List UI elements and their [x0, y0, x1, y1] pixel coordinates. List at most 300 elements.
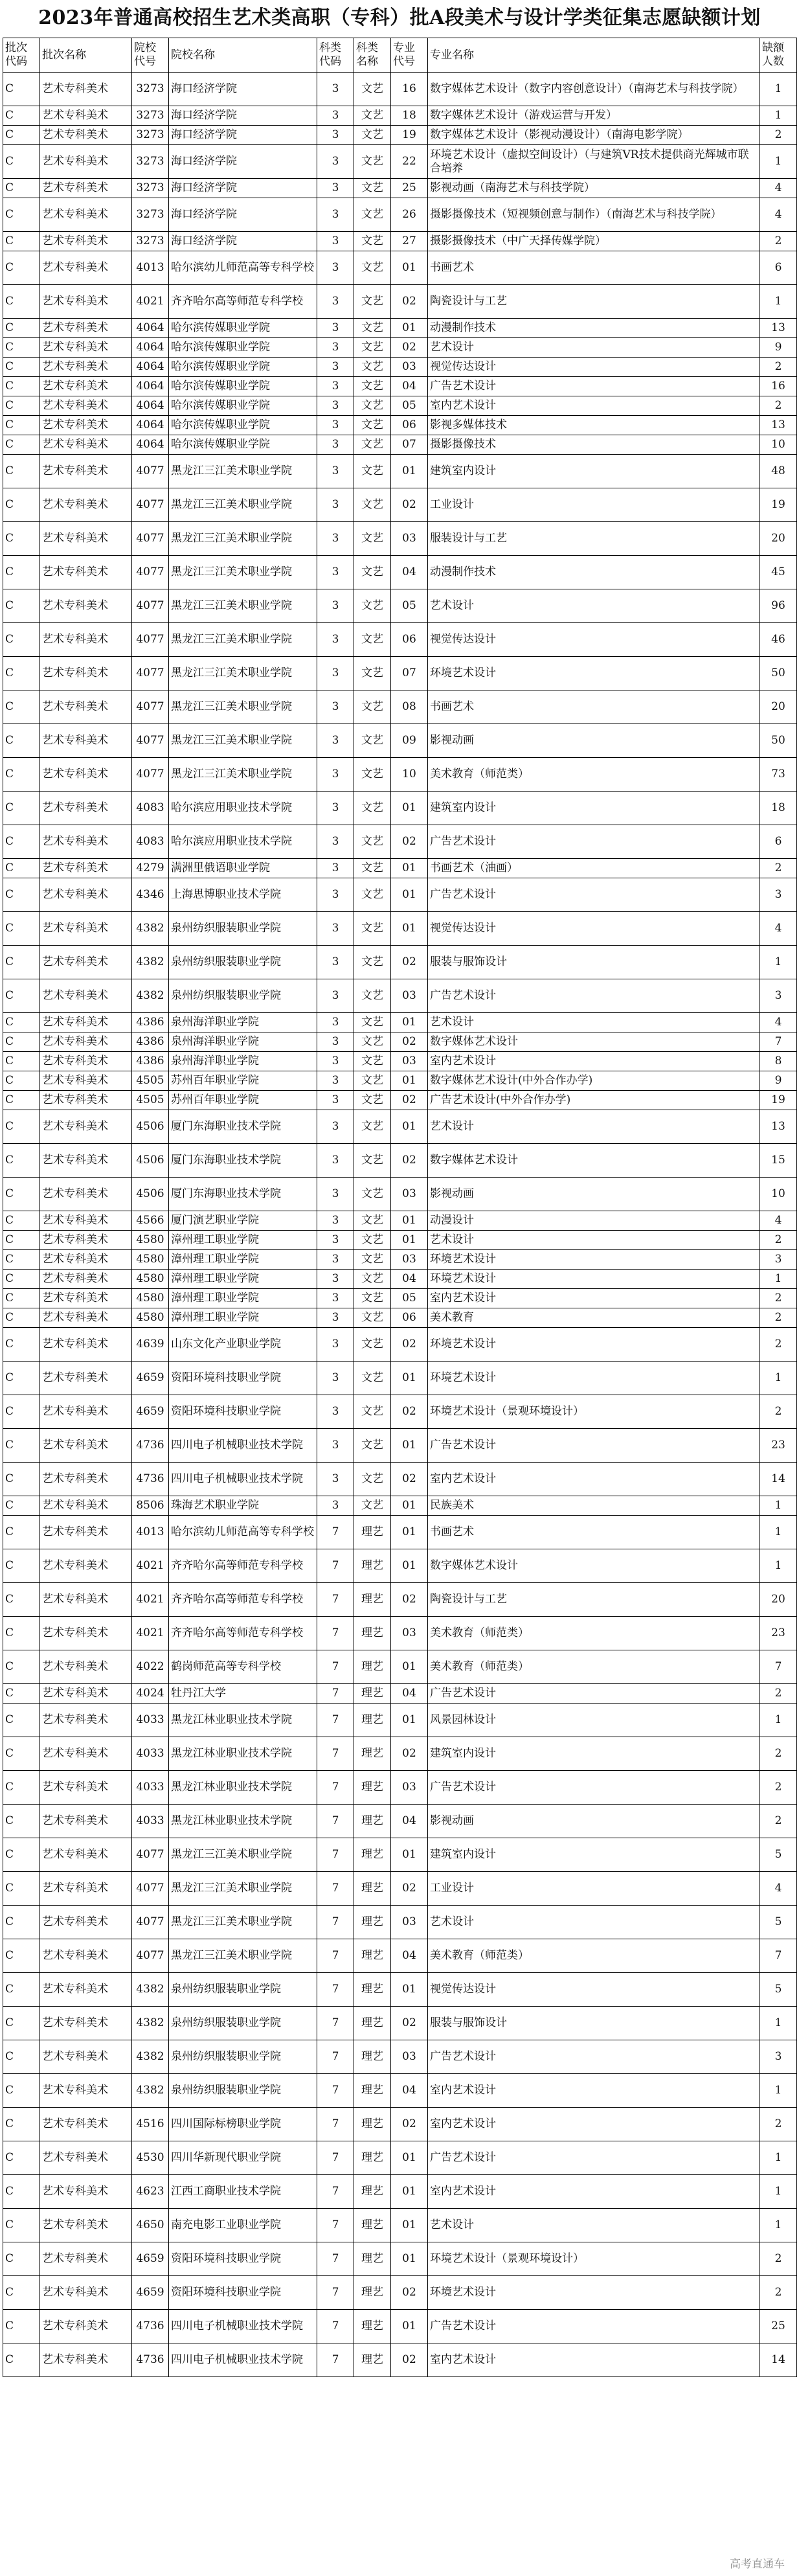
cell-batch-name: 艺术专科美术	[40, 455, 132, 488]
cell-subject-name: 理艺	[354, 2175, 391, 2209]
cell-subject-code: 3	[317, 1231, 354, 1250]
cell-vacancy-count: 4	[760, 1211, 797, 1231]
cell-subject-name: 理艺	[354, 1516, 391, 1549]
cell-batch-name: 艺术专科美术	[40, 1362, 132, 1395]
cell-school-code: 3273	[132, 126, 169, 145]
cell-batch-code: C	[3, 145, 40, 179]
cell-subject-code: 3	[317, 724, 354, 758]
cell-subject-code: 3	[317, 1144, 354, 1178]
cell-batch-code: C	[3, 1872, 40, 1906]
cell-school-name: 齐齐哈尔高等师范专科学校	[169, 1583, 317, 1617]
cell-batch-code: C	[3, 2175, 40, 2209]
cell-school-name: 黑龙江三江美术职业学院	[169, 1939, 317, 1973]
cell-major-name: 数字媒体艺术设计（游戏运营与开发）	[428, 106, 760, 126]
cell-major-code: 02	[391, 825, 428, 859]
cell-subject-code: 3	[317, 416, 354, 435]
cell-batch-code: C	[3, 1110, 40, 1144]
table-row	[3, 1906, 797, 1939]
cell-subject-name: 文艺	[354, 1032, 391, 1052]
cell-major-code: 02	[391, 2276, 428, 2310]
cell-school-code: 4580	[132, 1270, 169, 1289]
cell-batch-name: 艺术专科美术	[40, 792, 132, 825]
table-row	[3, 2074, 797, 2108]
cell-major-code: 06	[391, 623, 428, 657]
cell-batch-code: C	[3, 1463, 40, 1496]
cell-school-code: 4566	[132, 1211, 169, 1231]
cell-major-name: 书画艺术	[428, 690, 760, 724]
cell-school-code: 4077	[132, 623, 169, 657]
cell-subject-name: 理艺	[354, 1650, 391, 1684]
cell-subject-name: 文艺	[354, 825, 391, 859]
cell-major-code: 02	[391, 2343, 428, 2377]
cell-major-name: 广告艺术设计	[428, 1684, 760, 1704]
table-row	[3, 1013, 797, 1032]
cell-subject-code: 3	[317, 251, 354, 285]
cell-subject-name: 文艺	[354, 859, 391, 878]
table-row	[3, 232, 797, 251]
cell-vacancy-count: 1	[760, 2175, 797, 2209]
cell-batch-code: C	[3, 338, 40, 358]
cell-subject-code: 3	[317, 979, 354, 1013]
cell-subject-name: 文艺	[354, 251, 391, 285]
cell-batch-code: C	[3, 396, 40, 416]
cell-vacancy-count: 1	[760, 106, 797, 126]
cell-major-name: 环境艺术设计	[428, 2276, 760, 2310]
cell-batch-code: C	[3, 690, 40, 724]
cell-vacancy-count: 1	[760, 1516, 797, 1549]
cell-batch-code: C	[3, 2074, 40, 2108]
table-row	[3, 435, 797, 455]
cell-major-name: 艺术设计	[428, 1013, 760, 1032]
cell-batch-name: 艺术专科美术	[40, 319, 132, 338]
cell-subject-name: 文艺	[354, 126, 391, 145]
cell-subject-code: 7	[317, 1704, 354, 1737]
cell-school-name: 黑龙江三江美术职业学院	[169, 556, 317, 589]
table-row	[3, 1583, 797, 1617]
cell-subject-code: 7	[317, 1737, 354, 1771]
cell-batch-code: C	[3, 358, 40, 377]
cell-school-name: 泉州纺织服装职业学院	[169, 2007, 317, 2040]
cell-major-code: 01	[391, 2141, 428, 2175]
cell-school-code: 4064	[132, 377, 169, 396]
cell-school-code: 4505	[132, 1071, 169, 1091]
table-row	[3, 1052, 797, 1071]
cell-major-code: 01	[391, 1973, 428, 2007]
cell-vacancy-count: 5	[760, 1973, 797, 2007]
cell-batch-code: C	[3, 416, 40, 435]
cell-subject-code: 7	[317, 1805, 354, 1838]
cell-major-code: 01	[391, 1110, 428, 1144]
cell-batch-name: 艺术专科美术	[40, 979, 132, 1013]
cell-batch-code: C	[3, 2040, 40, 2074]
cell-subject-name: 文艺	[354, 589, 391, 623]
cell-school-code: 4279	[132, 859, 169, 878]
cell-school-code: 4013	[132, 1516, 169, 1549]
cell-school-code: 4077	[132, 1838, 169, 1872]
cell-subject-code: 7	[317, 2242, 354, 2276]
cell-vacancy-count: 2	[760, 2276, 797, 2310]
cell-subject-code: 3	[317, 455, 354, 488]
table-header-row	[3, 38, 797, 73]
cell-major-name: 影视动画	[428, 724, 760, 758]
table-row	[3, 2276, 797, 2310]
table-row	[3, 1289, 797, 1308]
watermark-text: 高考直通车	[730, 2558, 785, 2571]
cell-school-code: 4077	[132, 556, 169, 589]
table-row	[3, 1650, 797, 1684]
cell-major-name: 艺术设计	[428, 338, 760, 358]
cell-major-name: 数字媒体艺术设计	[428, 1032, 760, 1052]
table-row	[3, 1211, 797, 1231]
cell-subject-name: 理艺	[354, 1617, 391, 1650]
table-row	[3, 1805, 797, 1838]
cell-major-code: 01	[391, 1516, 428, 1549]
cell-school-code: 4346	[132, 878, 169, 912]
cell-vacancy-count: 50	[760, 724, 797, 758]
cell-batch-name: 艺术专科美术	[40, 232, 132, 251]
cell-subject-name: 文艺	[354, 1144, 391, 1178]
cell-school-code: 4386	[132, 1052, 169, 1071]
table-row	[3, 2007, 797, 2040]
cell-subject-code: 7	[317, 2141, 354, 2175]
header-school-name: 院校名称	[169, 38, 317, 73]
cell-school-name: 哈尔滨应用职业技术学院	[169, 792, 317, 825]
cell-batch-code: C	[3, 319, 40, 338]
cell-school-code: 4077	[132, 724, 169, 758]
cell-subject-name: 文艺	[354, 319, 391, 338]
cell-subject-name: 文艺	[354, 1429, 391, 1463]
cell-batch-code: C	[3, 1231, 40, 1250]
cell-major-code: 04	[391, 377, 428, 396]
cell-subject-code: 3	[317, 792, 354, 825]
cell-school-name: 齐齐哈尔高等师范专科学校	[169, 285, 317, 319]
cell-subject-code: 7	[317, 2007, 354, 2040]
table-row	[3, 1362, 797, 1395]
table-row	[3, 251, 797, 285]
cell-batch-name: 艺术专科美术	[40, 859, 132, 878]
cell-major-name: 数字媒体艺术设计(中外合作办学)	[428, 1071, 760, 1091]
cell-vacancy-count: 8	[760, 1052, 797, 1071]
cell-subject-name: 文艺	[354, 912, 391, 946]
cell-subject-code: 3	[317, 1496, 354, 1516]
cell-subject-name: 文艺	[354, 1071, 391, 1091]
table-row	[3, 1110, 797, 1144]
table-row	[3, 2141, 797, 2175]
cell-school-code: 4021	[132, 1583, 169, 1617]
cell-subject-name: 理艺	[354, 1805, 391, 1838]
cell-major-code: 01	[391, 792, 428, 825]
cell-batch-name: 艺术专科美术	[40, 2242, 132, 2276]
cell-school-code: 4382	[132, 1973, 169, 2007]
cell-batch-code: C	[3, 878, 40, 912]
cell-vacancy-count: 1	[760, 73, 797, 106]
cell-batch-code: C	[3, 2310, 40, 2343]
cell-batch-code: C	[3, 792, 40, 825]
cell-batch-code: C	[3, 2108, 40, 2141]
cell-school-name: 海口经济学院	[169, 198, 317, 232]
cell-subject-name: 文艺	[354, 377, 391, 396]
cell-subject-name: 文艺	[354, 878, 391, 912]
cell-school-code: 4736	[132, 1429, 169, 1463]
cell-major-code: 01	[391, 1071, 428, 1091]
cell-major-name: 艺术设计	[428, 589, 760, 623]
cell-major-code: 04	[391, 1939, 428, 1973]
cell-batch-name: 艺术专科美术	[40, 1496, 132, 1516]
cell-subject-name: 理艺	[354, 2108, 391, 2141]
cell-major-code: 03	[391, 522, 428, 556]
header-major-code: 专业代号	[391, 38, 428, 73]
cell-batch-name: 艺术专科美术	[40, 1395, 132, 1429]
cell-batch-code: C	[3, 1684, 40, 1704]
table-row	[3, 912, 797, 946]
cell-batch-code: C	[3, 1211, 40, 1231]
cell-school-code: 4580	[132, 1289, 169, 1308]
cell-major-code: 04	[391, 1270, 428, 1289]
cell-batch-code: C	[3, 377, 40, 396]
cell-school-name: 黑龙江三江美术职业学院	[169, 758, 317, 792]
cell-subject-name: 文艺	[354, 1178, 391, 1211]
cell-major-name: 工业设计	[428, 1872, 760, 1906]
cell-school-name: 哈尔滨幼儿师范高等专科学校	[169, 251, 317, 285]
cell-school-name: 海口经济学院	[169, 106, 317, 126]
table-row	[3, 1144, 797, 1178]
cell-major-code: 01	[391, 1429, 428, 1463]
cell-subject-name: 文艺	[354, 1052, 391, 1071]
cell-major-name: 美术教育	[428, 1308, 760, 1328]
cell-major-name: 室内艺术设计	[428, 2343, 760, 2377]
cell-subject-name: 文艺	[354, 556, 391, 589]
cell-school-name: 齐齐哈尔高等师范专科学校	[169, 1617, 317, 1650]
cell-major-name: 环境艺术设计	[428, 1250, 760, 1270]
cell-school-code: 4736	[132, 2343, 169, 2377]
cell-batch-name: 艺术专科美术	[40, 623, 132, 657]
cell-subject-code: 3	[317, 1270, 354, 1289]
cell-major-name: 环境艺术设计（虚拟空间设计）（与建筑VR技术提供商光辉城市联合培养	[428, 145, 760, 179]
cell-batch-name: 艺术专科美术	[40, 1516, 132, 1549]
table-row	[3, 1463, 797, 1496]
cell-subject-name: 文艺	[354, 522, 391, 556]
table-row	[3, 179, 797, 198]
cell-subject-code: 3	[317, 1091, 354, 1110]
cell-subject-name: 文艺	[354, 1362, 391, 1395]
cell-major-code: 02	[391, 1395, 428, 1429]
cell-subject-name: 文艺	[354, 455, 391, 488]
cell-vacancy-count: 4	[760, 179, 797, 198]
table-row	[3, 758, 797, 792]
cell-school-code: 4580	[132, 1231, 169, 1250]
cell-school-name: 资阳环境科技职业学院	[169, 1395, 317, 1429]
cell-school-code: 3273	[132, 106, 169, 126]
cell-school-code: 4033	[132, 1704, 169, 1737]
cell-major-name: 摄影摄像技术（短视频创意与制作）（南海艺术与科技学院）	[428, 198, 760, 232]
table-row	[3, 2343, 797, 2377]
table-row	[3, 2040, 797, 2074]
cell-subject-name: 理艺	[354, 1872, 391, 1906]
cell-subject-name: 文艺	[354, 979, 391, 1013]
cell-vacancy-count: 96	[760, 589, 797, 623]
cell-batch-code: C	[3, 435, 40, 455]
cell-subject-code: 3	[317, 556, 354, 589]
cell-vacancy-count: 23	[760, 1429, 797, 1463]
cell-major-name: 数字媒体艺术设计（影视动漫设计）（南海电影学院）	[428, 126, 760, 145]
cell-subject-name: 文艺	[354, 1211, 391, 1231]
cell-school-name: 哈尔滨传媒职业学院	[169, 319, 317, 338]
table-row	[3, 358, 797, 377]
cell-major-code: 01	[391, 1650, 428, 1684]
cell-school-name: 四川电子机械职业技术学院	[169, 2310, 317, 2343]
cell-school-name: 哈尔滨传媒职业学院	[169, 435, 317, 455]
cell-subject-code: 7	[317, 2276, 354, 2310]
cell-school-name: 泉州纺织服装职业学院	[169, 979, 317, 1013]
cell-major-code: 26	[391, 198, 428, 232]
cell-vacancy-count: 7	[760, 1650, 797, 1684]
cell-major-code: 01	[391, 251, 428, 285]
cell-batch-name: 艺术专科美术	[40, 2108, 132, 2141]
cell-major-name: 服装与服饰设计	[428, 946, 760, 979]
cell-vacancy-count: 9	[760, 1071, 797, 1091]
cell-school-code: 4083	[132, 825, 169, 859]
cell-major-code: 04	[391, 1684, 428, 1704]
cell-subject-code: 3	[317, 435, 354, 455]
cell-school-code: 4659	[132, 1362, 169, 1395]
table-row	[3, 946, 797, 979]
cell-batch-name: 艺术专科美术	[40, 522, 132, 556]
table-row	[3, 1496, 797, 1516]
cell-school-name: 黑龙江三江美术职业学院	[169, 455, 317, 488]
cell-subject-code: 3	[317, 1362, 354, 1395]
cell-subject-name: 理艺	[354, 2276, 391, 2310]
cell-subject-name: 理艺	[354, 1838, 391, 1872]
cell-vacancy-count: 2	[760, 859, 797, 878]
cell-major-code: 01	[391, 2242, 428, 2276]
cell-batch-name: 艺术专科美术	[40, 690, 132, 724]
cell-school-name: 满洲里俄语职业学院	[169, 859, 317, 878]
table-row	[3, 319, 797, 338]
cell-batch-name: 艺术专科美术	[40, 556, 132, 589]
cell-batch-code: C	[3, 1838, 40, 1872]
cell-school-name: 哈尔滨幼儿师范高等专科学校	[169, 1516, 317, 1549]
cell-vacancy-count: 2	[760, 1328, 797, 1362]
cell-major-code: 02	[391, 1737, 428, 1771]
cell-vacancy-count: 5	[760, 1906, 797, 1939]
cell-major-code: 01	[391, 1362, 428, 1395]
cell-school-name: 海口经济学院	[169, 179, 317, 198]
cell-subject-code: 3	[317, 1395, 354, 1429]
cell-major-name: 环境艺术设计	[428, 1270, 760, 1289]
cell-batch-code: C	[3, 73, 40, 106]
cell-batch-code: C	[3, 1549, 40, 1583]
cell-batch-name: 艺术专科美术	[40, 1650, 132, 1684]
cell-school-code: 4024	[132, 1684, 169, 1704]
cell-school-name: 上海思博职业技术学院	[169, 878, 317, 912]
cell-major-name: 服装设计与工艺	[428, 522, 760, 556]
cell-batch-code: C	[3, 2343, 40, 2377]
cell-vacancy-count: 2	[760, 1308, 797, 1328]
cell-school-name: 苏州百年职业学院	[169, 1071, 317, 1091]
cell-batch-name: 艺术专科美术	[40, 1178, 132, 1211]
cell-batch-code: C	[3, 1328, 40, 1362]
cell-subject-name: 理艺	[354, 1704, 391, 1737]
cell-subject-name: 文艺	[354, 1395, 391, 1429]
cell-major-code: 06	[391, 416, 428, 435]
cell-batch-name: 艺术专科美术	[40, 1211, 132, 1231]
cell-batch-name: 艺术专科美术	[40, 1091, 132, 1110]
cell-subject-name: 文艺	[354, 198, 391, 232]
cell-batch-code: C	[3, 979, 40, 1013]
cell-vacancy-count: 6	[760, 825, 797, 859]
cell-subject-code: 7	[317, 1838, 354, 1872]
table-row	[3, 1516, 797, 1549]
cell-batch-code: C	[3, 2276, 40, 2310]
cell-major-name: 建筑室内设计	[428, 1838, 760, 1872]
cell-subject-code: 3	[317, 825, 354, 859]
cell-subject-name: 文艺	[354, 285, 391, 319]
cell-batch-code: C	[3, 1737, 40, 1771]
cell-school-code: 4650	[132, 2209, 169, 2242]
cell-school-name: 资阳环境科技职业学院	[169, 2242, 317, 2276]
cell-batch-code: C	[3, 1650, 40, 1684]
cell-subject-code: 7	[317, 2175, 354, 2209]
cell-batch-name: 艺术专科美术	[40, 657, 132, 690]
cell-school-code: 4064	[132, 416, 169, 435]
cell-batch-name: 艺术专科美术	[40, 377, 132, 396]
cell-school-code: 4077	[132, 589, 169, 623]
cell-vacancy-count: 50	[760, 657, 797, 690]
cell-subject-name: 文艺	[354, 657, 391, 690]
cell-school-code: 4077	[132, 657, 169, 690]
cell-batch-name: 艺术专科美术	[40, 396, 132, 416]
cell-school-code: 4659	[132, 2242, 169, 2276]
cell-school-code: 4736	[132, 1463, 169, 1496]
cell-batch-name: 艺术专科美术	[40, 1805, 132, 1838]
cell-school-name: 泉州纺织服装职业学院	[169, 2074, 317, 2108]
cell-batch-code: C	[3, 522, 40, 556]
cell-major-code: 05	[391, 1289, 428, 1308]
cell-major-code: 02	[391, 338, 428, 358]
cell-major-name: 艺术设计	[428, 1231, 760, 1250]
cell-subject-name: 理艺	[354, 2074, 391, 2108]
table-row	[3, 1973, 797, 2007]
cell-school-name: 黑龙江三江美术职业学院	[169, 1872, 317, 1906]
cell-subject-name: 文艺	[354, 1496, 391, 1516]
table-row	[3, 589, 797, 623]
cell-vacancy-count: 4	[760, 1013, 797, 1032]
table-row	[3, 690, 797, 724]
cell-school-name: 黑龙江三江美术职业学院	[169, 589, 317, 623]
cell-school-name: 泉州纺织服装职业学院	[169, 912, 317, 946]
table-row	[3, 1939, 797, 1973]
cell-major-code: 01	[391, 1549, 428, 1583]
cell-major-name: 室内艺术设计	[428, 2074, 760, 2108]
cell-batch-name: 艺术专科美术	[40, 724, 132, 758]
cell-major-name: 建筑室内设计	[428, 792, 760, 825]
cell-batch-name: 艺术专科美术	[40, 878, 132, 912]
cell-batch-code: C	[3, 1939, 40, 1973]
cell-major-name: 广告艺术设计	[428, 979, 760, 1013]
cell-vacancy-count: 2	[760, 1395, 797, 1429]
table-row	[3, 396, 797, 416]
table-row	[3, 1270, 797, 1289]
cell-vacancy-count: 20	[760, 1583, 797, 1617]
cell-subject-code: 3	[317, 1110, 354, 1144]
cell-school-name: 泉州纺织服装职业学院	[169, 2040, 317, 2074]
cell-subject-code: 3	[317, 488, 354, 522]
cell-school-name: 漳州理工职业学院	[169, 1270, 317, 1289]
cell-batch-name: 艺术专科美术	[40, 126, 132, 145]
cell-batch-code: C	[3, 1144, 40, 1178]
cell-school-code: 3273	[132, 232, 169, 251]
cell-school-name: 厦门东海职业技术学院	[169, 1178, 317, 1211]
